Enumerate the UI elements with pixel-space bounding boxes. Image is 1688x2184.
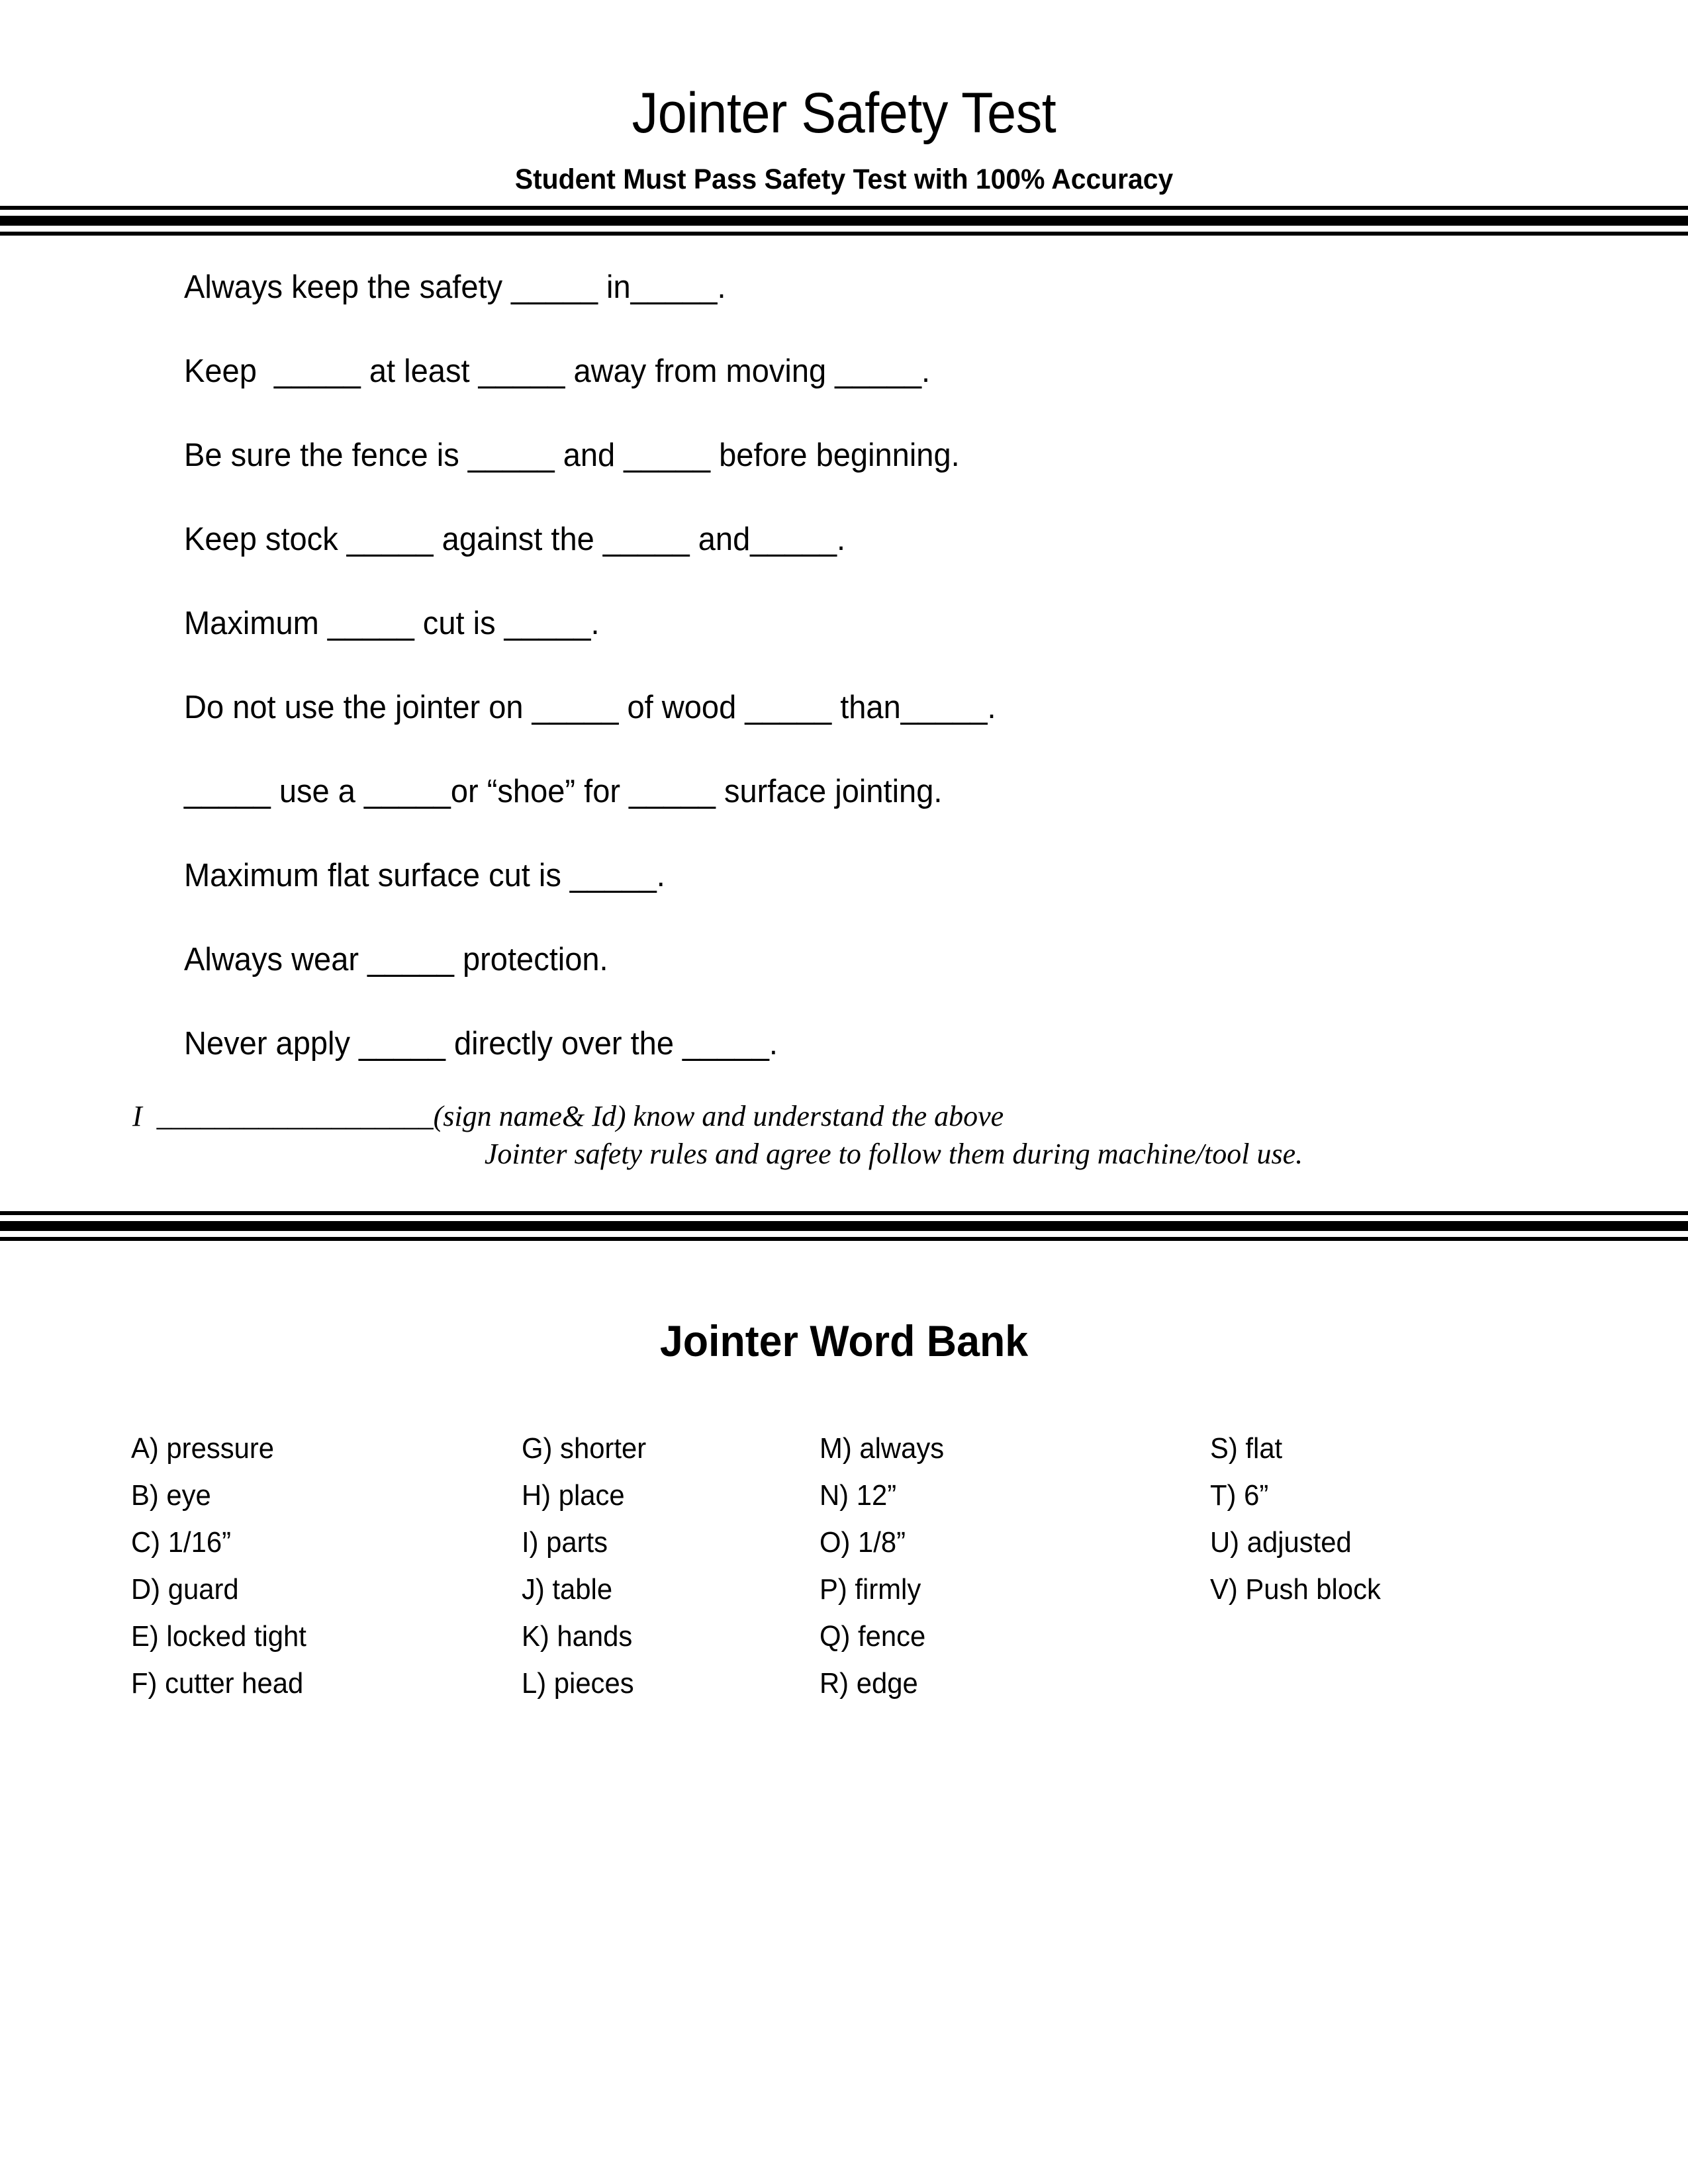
question-item: Always wear _____ protection. xyxy=(184,942,608,978)
wordbank-item: B) eye xyxy=(131,1479,211,1512)
page-subtitle: Student Must Pass Safety Test with 100% Accuracy xyxy=(514,163,1174,195)
wordbank-title: Jointer Word Bank xyxy=(659,1316,1029,1366)
wordbank-column-4 xyxy=(1210,1434,1622,1716)
wordbank-item: A) pressure xyxy=(131,1432,275,1465)
wordbank-item: L) pieces xyxy=(522,1667,634,1700)
question-item: Maximum _____ cut is _____. xyxy=(184,606,600,641)
wordbank-item: J) table xyxy=(522,1573,613,1606)
divider-line-thick xyxy=(0,1221,1688,1231)
wordbank-item: N) 12” xyxy=(820,1479,897,1512)
wordbank-column-2 xyxy=(522,1434,820,1716)
divider-bottom xyxy=(0,1211,1688,1241)
wordbank-item: H) place xyxy=(522,1479,625,1512)
wordbank-item: V) Push block xyxy=(1210,1573,1381,1606)
divider-line-thick xyxy=(0,216,1688,226)
divider-gap-upper xyxy=(0,210,1688,216)
question-list xyxy=(0,236,1688,1060)
wordbank-item: I) parts xyxy=(522,1526,608,1559)
wordbank-item: K) hands xyxy=(522,1620,633,1653)
question-item: Keep stock _____ against the _____ and_____. xyxy=(184,522,846,557)
wordbank-item: T) 6” xyxy=(1210,1479,1269,1512)
signature-line-primary: I ___________________(sign name& Id) know and understand the above xyxy=(132,1100,1004,1132)
divider-gap-upper xyxy=(0,1215,1688,1221)
question-item: Always keep the safety _____ in_____. xyxy=(184,269,726,305)
question-item: Be sure the fence is _____ and _____ before beginning. xyxy=(184,437,960,473)
divider-top xyxy=(0,206,1688,236)
wordbank-item: U) adjusted xyxy=(1210,1526,1352,1559)
wordbank-item: C) 1/16” xyxy=(131,1526,232,1559)
question-item: Maximum flat surface cut is _____. xyxy=(184,858,665,893)
divider-gap-lower xyxy=(0,226,1688,232)
question-item: Do not use the jointer on _____ of wood _____ than_____. xyxy=(184,690,996,725)
wordbank-grid xyxy=(0,1363,1688,1716)
wordbank-column-1 xyxy=(131,1434,522,1716)
wordbank-item: M) always xyxy=(820,1432,945,1465)
question-item: _____ use a _____or “shoe” for _____ surface jointing. xyxy=(184,774,943,809)
wordbank-item: R) edge xyxy=(820,1667,918,1700)
signature-spacer xyxy=(0,1173,1688,1199)
wordbank-item: O) 1/8” xyxy=(820,1526,906,1559)
question-item: Keep _____ at least _____ away from moving _____. xyxy=(184,353,931,389)
wordbank-item: E) locked tight xyxy=(131,1620,306,1653)
divider-gap-lower xyxy=(0,1231,1688,1237)
signature-statement xyxy=(0,1060,1688,1173)
page-title: Jointer Safety Test xyxy=(632,81,1056,145)
wordbank-item: D) guard xyxy=(131,1573,239,1606)
wordbank-item: S) flat xyxy=(1210,1432,1283,1465)
signature-line-secondary: Jointer safety rules and agree to follow them during machine/tool use. xyxy=(484,1138,1303,1171)
wordbank-column-3 xyxy=(820,1434,1210,1716)
question-item: Never apply _____ directly over the _____. xyxy=(184,1026,778,1062)
wordbank-item: Q) fence xyxy=(820,1620,926,1653)
wordbank-item: P) firmly xyxy=(820,1573,921,1606)
wordbank-item: G) shorter xyxy=(522,1432,647,1465)
document-header xyxy=(0,0,1688,194)
wordbank-item: F) cutter head xyxy=(131,1667,304,1700)
